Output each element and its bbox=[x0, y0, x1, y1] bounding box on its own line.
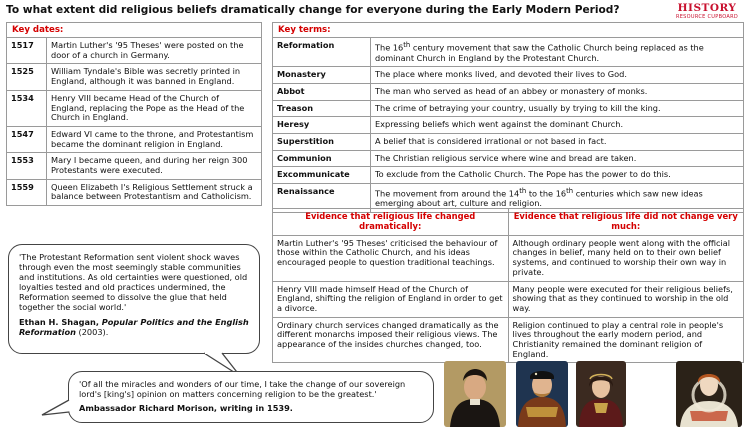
morison-quote-text: 'Of all the miracles and wonders of our time, I take the change of our sovereign lord's [king's] opinion on matters concerning religion to be the greatest.' bbox=[79, 379, 406, 399]
history-resource-cupboard-logo bbox=[670, 3, 744, 20]
date-event: William Tyndale's Bible was secretly printed in England, although it was banned in England. bbox=[47, 64, 262, 90]
term-definition: The Christian religious service where wine and bread are taken. bbox=[371, 150, 744, 167]
key-terms-header: Key terms: bbox=[273, 23, 744, 38]
term-definition: To exclude from the Catholic Church. The Pope has the power to do this. bbox=[371, 167, 744, 184]
term-definition: The place where monks lived, and devoted their lives to God. bbox=[371, 67, 744, 84]
page-title: To what extent did religious beliefs dramatically change for everyone during the Early Modern Period? bbox=[6, 4, 620, 16]
morison-quote-source: Ambassador Richard Morison, writing in 1539. bbox=[79, 403, 293, 413]
shagan-quote-bubble bbox=[8, 244, 260, 354]
table-row bbox=[273, 133, 744, 150]
speech-bubble-tail-icon bbox=[40, 398, 72, 418]
term-definition: The crime of betraying your country, usually by trying to kill the king. bbox=[371, 100, 744, 117]
date-year: 1559 bbox=[7, 179, 47, 205]
term-definition: A belief that is considered irrational or not based in fact. bbox=[371, 133, 744, 150]
henry-viii-portrait bbox=[516, 361, 568, 427]
evidence-table bbox=[272, 208, 744, 363]
table-row bbox=[273, 38, 744, 67]
term: Reformation bbox=[273, 38, 371, 67]
table-row bbox=[273, 117, 744, 134]
table-row bbox=[7, 64, 262, 90]
logo-line-1: HISTORY bbox=[677, 2, 737, 14]
term: Communion bbox=[273, 150, 371, 167]
table-row bbox=[7, 90, 262, 126]
term: Excommunicate bbox=[273, 167, 371, 184]
elizabeth-i-portrait bbox=[676, 361, 742, 427]
table-row bbox=[7, 179, 262, 205]
term-definition: Expressing beliefs which went against the dominant Church. bbox=[371, 117, 744, 134]
evidence-not-changed-cell: Although ordinary people went along with the official changes in belief, many held on to their own belief systems, and continued to worship their own way in private. bbox=[508, 235, 744, 281]
evidence-not-changed-cell: Religion continued to play a central role in people's lives throughout the early modern period, and Christianity remained the dominant religion of England. bbox=[508, 317, 744, 363]
term: Treason bbox=[273, 100, 371, 117]
table-row bbox=[7, 126, 262, 152]
date-event: Martin Luther's '95 Theses' were posted on the door of a church in Germany. bbox=[47, 38, 262, 64]
date-event: Edward VI came to the throne, and Protestantism became the dominant religion in England. bbox=[47, 126, 262, 152]
shagan-quote-text: 'The Protestant Reformation sent violent shock waves through even the most seemingly stable communities and institutions. As old certainties were questioned, old loyalties tested and old practices undermined, the Reformation seemed to dissolve the glue that held together the social world.' bbox=[19, 252, 248, 312]
term-definition: The 16th century movement that saw the Catholic Church being replaced as the dominant Church in England by the Protestant Church. bbox=[371, 38, 744, 67]
martin-luther-portrait bbox=[444, 361, 506, 427]
key-terms-table bbox=[272, 22, 744, 213]
term: Monastery bbox=[273, 67, 371, 84]
table-row bbox=[273, 281, 744, 317]
date-year: 1525 bbox=[7, 64, 47, 90]
term-definition: The man who served as head of an abbey or monastery of monks. bbox=[371, 83, 744, 100]
shagan-quote-source: Ethan H. Shagan, Popular Politics and the English Reformation (2003). bbox=[19, 317, 249, 337]
date-event: Henry VIII became Head of the Church of England, replacing the Pope as the Head of the Church in England. bbox=[47, 90, 262, 126]
term: Superstition bbox=[273, 133, 371, 150]
term: Renaissance bbox=[273, 183, 371, 212]
evidence-changed-cell: Ordinary church services changed dramatically as the different monarchs imposed their religious views. The appearance of the insides churches changed, too. bbox=[273, 317, 509, 363]
table-row bbox=[273, 150, 744, 167]
term-definition: The movement from around the 14th to the 16th centuries which saw new ideas emerging about art, culture and religion. bbox=[371, 183, 744, 212]
logo-line-2: RESOURCE CUPBOARD bbox=[675, 13, 739, 20]
table-row bbox=[273, 100, 744, 117]
evidence-not-changed-cell: Many people were executed for their religious beliefs, showing that as they continued to worship in the old way. bbox=[508, 281, 744, 317]
date-year: 1517 bbox=[7, 38, 47, 64]
date-event: Mary I became queen, and during her reign 300 Protestants were executed. bbox=[47, 153, 262, 179]
term: Heresy bbox=[273, 117, 371, 134]
table-row bbox=[273, 83, 744, 100]
date-year: 1547 bbox=[7, 126, 47, 152]
evidence-changed-cell: Martin Luther's '95 Theses' criticised the behaviour of those within the Catholic Church, and his ideas encouraged people to question traditional teachings. bbox=[273, 235, 509, 281]
key-dates-header: Key dates: bbox=[7, 23, 262, 38]
morison-quote-bubble bbox=[68, 371, 434, 423]
table-row bbox=[7, 153, 262, 179]
term: Abbot bbox=[273, 83, 371, 100]
table-row bbox=[7, 38, 262, 64]
date-year: 1534 bbox=[7, 90, 47, 126]
table-row bbox=[273, 235, 744, 281]
evidence-changed-cell: Henry VIII made himself Head of the Church of England, shifting the religion of England in order to get a divorce. bbox=[273, 281, 509, 317]
evidence-changed-header: Evidence that religious life changed dramatically: bbox=[273, 209, 509, 236]
evidence-not-changed-header: Evidence that religious life did not change very much: bbox=[508, 209, 744, 236]
table-row bbox=[273, 317, 744, 363]
date-event: Queen Elizabeth I's Religious Settlement struck a balance between Protestantism and Catholicism. bbox=[47, 179, 262, 205]
date-year: 1553 bbox=[7, 153, 47, 179]
mary-i-portrait bbox=[576, 361, 626, 427]
key-dates-table bbox=[6, 22, 262, 206]
table-row bbox=[273, 167, 744, 184]
table-row bbox=[273, 67, 744, 84]
